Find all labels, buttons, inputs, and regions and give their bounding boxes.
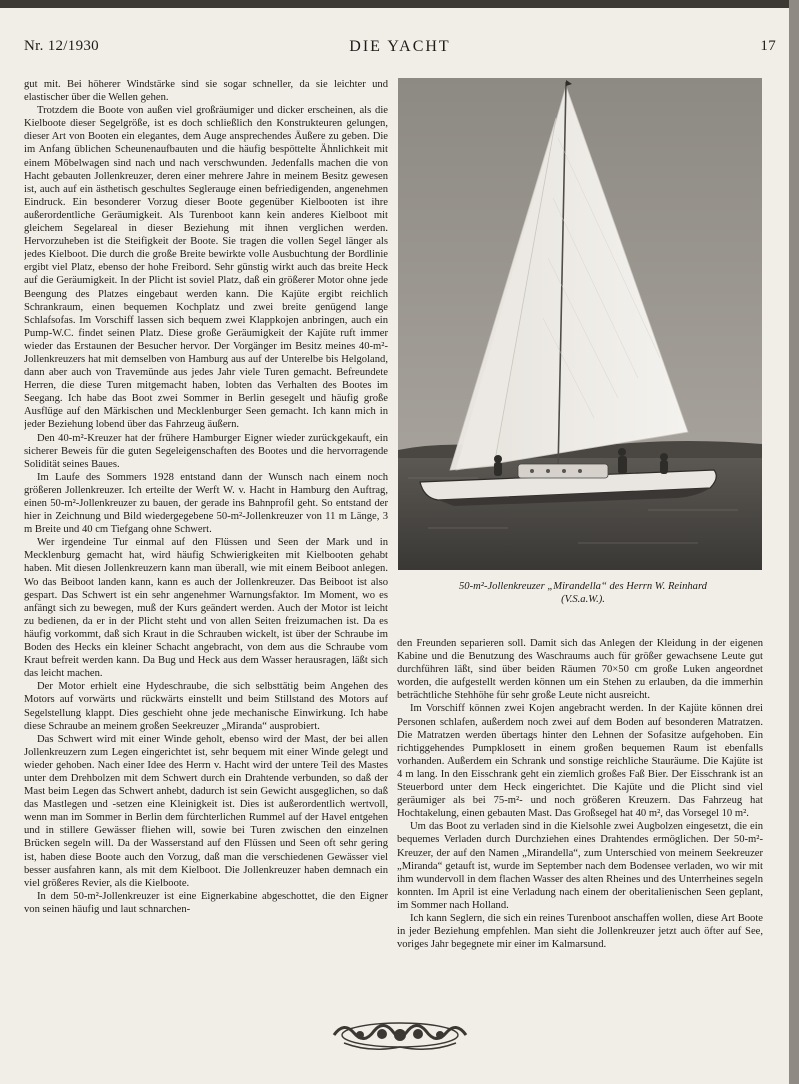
right-column <box>397 637 763 1007</box>
paragraph: Das Schwert wird mit einer Winde geholt, ebenso wird der Mast, der bei allen Jollenkreuzern zum Legen eingerichtet ist, sehr bequem mit einer Winde gelegt und wieder gehoben. Nach einer Idee des Herrn v. Hacht wird der untere Teil des Mastes unter dem Drehbolzen mit dem Schwert durch ein Drahtende verbunden, so daß der Mast beim Legen das Schwert anhebt, dadurch ist sein Gewicht ausgeglichen, so daß das Mastlegen und -setzen eine Kleinigkeit ist. Dies ist außerordentlich wertvoll, wenn man im Sommer in Berlin dem fürchterlichen Rummel auf der Havel entgehen und in stillere Gewässer fliehen will, sowie bei Turen zwischen den einzelnen Brücken segeln will. Da der Wasserstand auf den Flüssen und Seen oft sehr gering ist, haben diese Boote auch den Vorzug, daß man die verschiedenen Gewässer viel besser ausfahren kann, als mit dem Kielboot. Die Jollenkreuzer haben demnach ein viel größeres Revier, als die Kielboote. <box>24 733 388 889</box>
paragraph: Im Vorschiff können zwei Kojen angebracht werden. In der Kajüte können drei Personen schlafen, außerdem noch zwei auf dem Boden auf besonderen Matratzen. Die Matratzen werden übertags hinter den Lehnen der Sofasitze aufgehoben. Ein richtiggehendes Pumpklosett in einem großen bequemen Raum ist ebenfalls vorhanden. Außerdem ein Schrank und sonstige reichliche Stauräume. Die Kajüte ist 4 m lang. In den Eisschrank geht ein ziemlich großes Faß Bier. Der Eisschrank ist an Steuerbord unter dem Heck eingerichtet. Die Kajüte und die Plicht sind viel geräumiger als bei 75-m²- und noch größeren Kreuzern. Das Fahrzeug hat Hochtakelung, einen gebauten Mast. Das Großsegel hat 40 m², das Vorsegel 10 m². <box>397 703 763 820</box>
scan-right-edge <box>789 0 799 1084</box>
figure-caption <box>398 580 768 606</box>
paragraph: In dem 50-m²-Jollenkreuzer ist eine Eignerkabine abgeschottet, die den Eigner von seinen häufig und laut schnarchen- <box>24 890 388 915</box>
paragraph: Den 40-m²-Kreuzer hat der frühere Hamburger Eigner wieder zurückgekauft, ein sicherer Beweis für die guten Segeleigenschaften des Bootes und die hervorragende Solidität seines Baues. <box>24 432 388 470</box>
left-column <box>24 78 388 1068</box>
page-number: 17 <box>760 38 776 54</box>
paragraph: Ich kann Seglern, die sich ein reines Turenboot anschaffen wollen, diese Art Boote in jeder Beziehung empfehlen. Man sieht die Jollenkreuzer jetzt auch öfter auf See, voriges Jahr begegnete mir einer im Kalmarsund. <box>397 912 763 951</box>
caption-line: 50-m²-Jollenkreuzer „Mirandella“ des Herrn W. Reinhard <box>459 581 707 592</box>
paragraph: den Freunden separieren soll. Damit sich das Anlegen der Kleidung in der eigenen Kabine und die Benutzung des Waschraums auch für größer gewachsene Leute gut durchführen läßt, sind über beiden Räumen 70×50 cm große Luken angeordnet worden, die aufgestellt werden können um ein Stehen zu erlauben, da die immerhin beträchtliche Stehhöhe für sehr große Leute nicht ausreicht. <box>397 638 763 702</box>
paragraph: gut mit. Bei höherer Windstärke sind sie sogar schneller, da sie leichter und elastischer über die Wellen gehen. <box>24 79 388 104</box>
decorative-vignette <box>330 1013 470 1055</box>
paragraph: Der Motor erhielt eine Hydeschraube, die sich selbsttätig beim Angehen des Motors auf vorwärts und rückwärts einstellt und beim Stillstand des Motors auf Segelstellung klappt. Dies geschieht ohne jede mechanische Einwirkung. Ich habe diese Schraube an meinem großen Seekreuzer „Miranda“ ausprobiert. <box>24 681 388 732</box>
page-header <box>24 38 776 62</box>
journal-title: DIE YACHT <box>349 38 451 55</box>
issue-number: Nr. 12/1930 <box>24 38 99 54</box>
scan-top-edge <box>0 0 799 8</box>
paragraph: Um das Boot zu verladen sind in die Kielsohle zwei Augbolzen eingesetzt, die ein bequemes Verladen durch Durchziehen eines Drahtendes ermöglichen. Der 50-m²-Kreuzer, der auf den Namen „Mirandella“, zum Unterschied von meinem Seekreuzer „Miranda“ getauft ist, wurde im September nach dem Bodensee verladen, wo wir mit ihm wundervoll in dem flachen Wasser des alten Rheines und des Unterrheines segeln konnten. Im April ist eine Verladung nach einem der oberitalienischen Seen geplant, im Sommer nach Holland. <box>397 821 763 911</box>
paragraph: Im Laufe des Sommers 1928 entstand dann der Wunsch nach einem noch größeren Jollenkreuzer. Ich erteilte der Werft W. v. Hacht in Hamburg den Auftrag, einen 50-m²-Jollenkreuzer zu bauen, der gerade ins Bahnprofil geht. So entstand der hier in Zeichnung und Bild wiedergegebene 50-m²-Jollenkreuzer von 11 m Länge, 3 m Breite und 40 cm Tiefgang ohne Schwert. <box>24 471 388 536</box>
paragraph: Wer irgendeine Tur einmal auf den Flüssen und Seen der Mark und in Mecklenburg gemacht hat, wird häufig Schwierigkeiten mit Kielbooten gehabt haben. Mit diesen Jollenkreuzern kann man überall, wie mit einem Beiboot anlegen. Wo das Beiboot landen kann, kann es auch der Jollenkreuzer. Das Beiboot ist also gespart. Das Schwert ist ein sehr angenehmer Warnungsfaktor. Im Moment, wo es anfängt sich zu bewegen, muß der Kurs geändert werden. Auch der Motor ist leicht zu bedienen, da er in der Plicht steht und von allen Seiten freizumachen ist. Da es häufig vorkommt, daß sich Kraut in die Schrauben wickelt, ist über der Schraube im Boden des Hecks ein kleiner Schacht angebracht, von dem aus die Schraube vom Kraut befreit werden kann. Da Bug und Heck aus dem Wasser herausragen, läßt sich das leicht machen. <box>24 537 388 680</box>
caption-line: (V.S.a.W.). <box>561 594 605 605</box>
paragraph: Trotzdem die Boote von außen viel großräumiger und dicker erscheinen, als die Kielboote dieser Segelgröße, ist es doch schließlich den Konstrukteuren gelungen, dieser Art von Booten ein elegantes, dem Auge ansprechendes Äußere zu geben. Die im Anfang üblichen Scheunenaufbauten und die häufig bespöttelte Ähnlichkeit mit einem Möbelwagen sind nach und nach verschwunden. Jedenfalls machen die von Hacht gebauten Jollenkreuzer, deren einer mehrere Jahre in meinem Besitz gewesen ist, auch auf ein ästhetisch geschultes Seglerauge einen befriedigenden, angenehmen Eindruck. Ein besonderer Vorzug dieser Boote gegenüber Kielbooten ist ihre außerordentliche Geräumigkeit. Als Turenboot kann kein anderes Kielboot mit gleichem Segelareal in dieser Beziehung mit ihnen verglichen werden. Hervorzuheben ist die Steifigkeit der Boote. Sie tragen die vollen Segel länger als jedes Kielboot. Die durch die große Breite bewirkte volle Ausbuchtung der Bordlinie ergibt viel Platz, ebenso der hohe Freibord. Sehr günstig wirkt auch das breite Heck auf die Geräumigkeit. In der Plicht ist soviel Platz, daß ein größerer Motor ohne jede Beengung des Platzes eingebaut werden kann. Die Kajüte ergibt reichlich Schrankraum, einen bequemen Kochplatz und zwei breite genügend lange Schlafsofas. Im Vorschiff lassen sich bequem zwei Klappkojen anbringen, auch ein Pump-W.C. findet seinen Platz. Diese große Geräumigkeit der Kajüte ruft immer wieder das Erstaunen der Besucher hervor. Der Vorgänger im Besitz meines 40-m²-Jollenkreuzers hat mit demselben von Hamburg aus auf der Unterelbe bis Helgoland, dann aber auch von Travemünde aus jedes Jahr viele Turen gemacht. Befreundete Herren, die diese Turen mitgemacht haben, lobten das Verhalten des Bootes im Seegang. Ich habe das Boot zwei Sommer in Berlin gesegelt und häufig große Ausflüge auf den Märkischen und Mecklenburger Seen gemacht. Ich kann mich in jeder Beziehung lobend über das Fahrzeug äußern. <box>24 105 388 431</box>
sailboat-photo <box>398 78 762 570</box>
